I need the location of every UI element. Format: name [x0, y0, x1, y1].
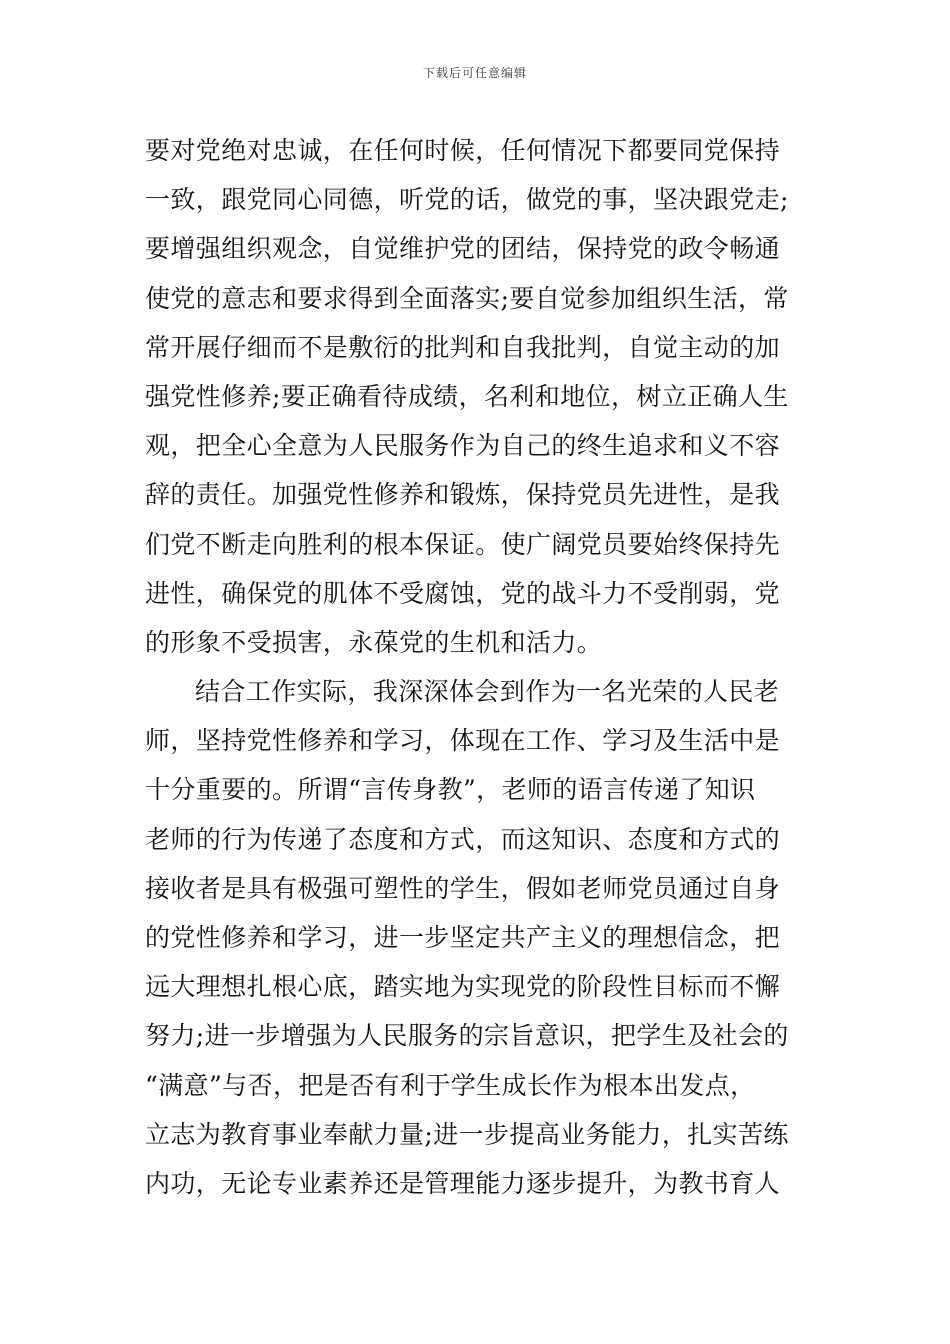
text-line: 辞的责任。加强党性修养和锻炼，保持党员先进性，是我 [145, 480, 781, 510]
text-line: 老师的行为传递了态度和方式，而这知识、态度和方式的 [145, 824, 781, 854]
text-line: 们党不断走向胜利的根本保证。使广阔党员要始终保持先 [145, 529, 781, 559]
text-line: 强党性修养;要正确看待成绩，名利和地位，树立正确人生 [145, 381, 789, 411]
text-line: “满意”与否，把是否有利于学生成长作为根本出发点， [145, 1070, 756, 1100]
text-line: 的党性修养和学习，进一步坚定共产主义的理想信念，把 [145, 923, 781, 952]
text-line: 立志为教育事业奉献力量;进一步提高业务能力，扎实苦练 [145, 1119, 789, 1149]
text-line: 远大理想扎根心底，踏实地为实现党的阶段性目标而不懈 [145, 972, 781, 1002]
text-line: 要增强组织观念，自觉维护党的团结，保持党的政令畅通 [145, 234, 781, 264]
document-body [145, 126, 809, 1208]
text-line: 内功，无论专业素养还是管理能力逐步提升，为教书育人 [145, 1168, 781, 1198]
text-line: 使党的意志和要求得到全面落实;要自觉参加组织生活，常 [145, 283, 789, 313]
text-line: 进性，确保党的肌体不受腐蚀，党的战斗力不受削弱，党 [145, 578, 781, 608]
text-line: 结合工作实际，我深深体会到作为一名光荣的人民老 [195, 677, 780, 707]
paragraph-1 [145, 126, 809, 667]
text-line: 十分重要的。所谓“言传身教”，老师的语言传递了知识 [145, 775, 756, 805]
page-header: 下载后可任意编辑 [422, 66, 527, 80]
text-line: 接收者是具有极强可塑性的学生，假如老师党员通过自身 [145, 873, 781, 903]
text-line: 的形象不受损害，永葆党的生机和活力。 [145, 627, 603, 657]
text-line: 努力;进一步增强为人民服务的宗旨意识，把学生及社会的 [145, 1021, 789, 1051]
text-line: 常开展仔细而不是敷衍的批判和自我批判，自觉主动的加 [145, 332, 781, 362]
text-line: 要对党绝对忠诚，在任何时候，任何情况下都要同党保持 [145, 136, 781, 165]
text-line: 一致，跟党同心同德，听党的话，做党的事，坚决跟党走; [145, 185, 789, 215]
text-line: 师，坚持党性修养和学习，体现在工作、学习及生活中是 [145, 726, 781, 756]
paragraph-2 [145, 667, 809, 1208]
text-line: 观，把全心全意为人民服务作为自己的终生追求和义不容 [145, 431, 781, 461]
